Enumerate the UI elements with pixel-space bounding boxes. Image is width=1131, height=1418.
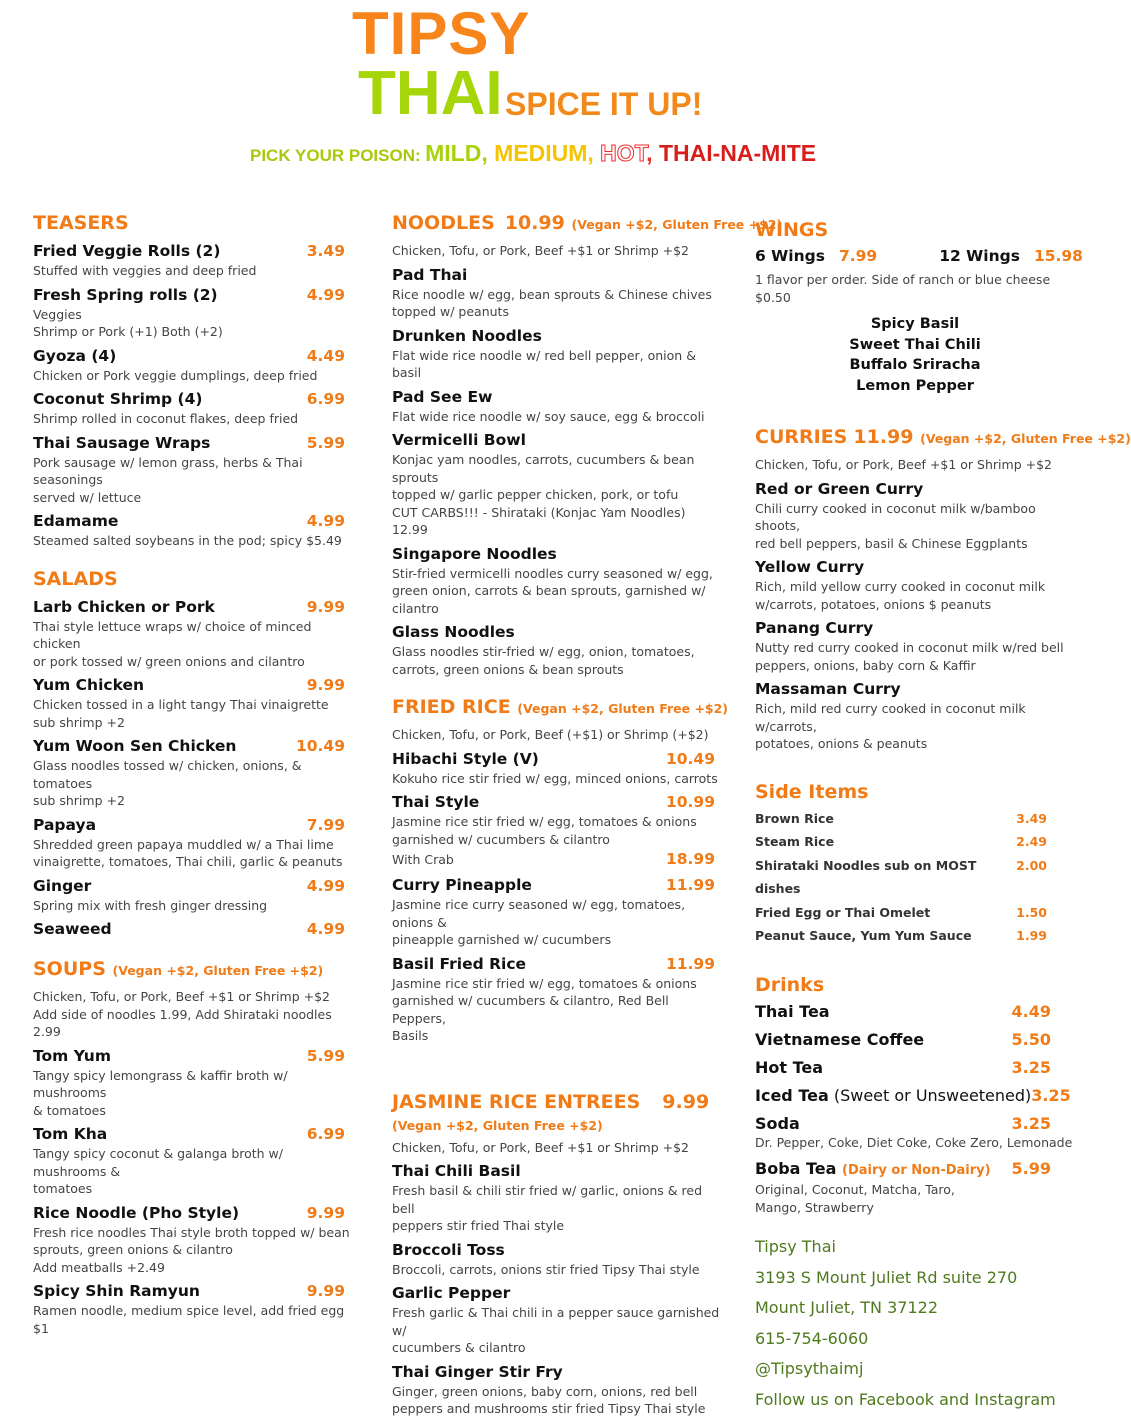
drink-name-text: Soda xyxy=(755,1113,800,1133)
contact-social: Follow us on Facebook and Instagram xyxy=(755,1389,1056,1409)
wings-12-label: 12 Wings xyxy=(939,247,1020,265)
menu-item xyxy=(392,1239,725,1279)
drink-name-text: Thai Tea xyxy=(755,1001,830,1021)
noodles-price: 10.99 xyxy=(504,212,565,234)
drink-price: 5.50 xyxy=(1011,1029,1051,1049)
menu-item-desc: Spring mix with fresh ginger dressing xyxy=(33,897,268,913)
menu-item xyxy=(33,1280,355,1337)
menu-item-row xyxy=(392,874,725,896)
menu-item-desc: Broccoli, carrots, onions stir fried Tipsy Thai style xyxy=(392,1261,700,1277)
drink-name xyxy=(755,1082,1031,1110)
menu-item-row xyxy=(392,1282,725,1304)
menu-item xyxy=(33,1123,355,1198)
menu-item-row xyxy=(33,674,355,696)
menu-item-desc: CUT CARBS!!! - Shirataki (Konjac Yam Noodles) 12.99 xyxy=(392,504,686,537)
menu-item-price: 7.99 xyxy=(306,815,345,834)
menu-item-row xyxy=(755,556,1075,578)
menu-item-name: Pad See Ew xyxy=(392,387,493,406)
curries-price: 11.99 xyxy=(853,426,914,448)
menu-item-row xyxy=(392,1239,725,1261)
menu-item-name: Yellow Curry xyxy=(755,558,865,576)
menu-item-row xyxy=(392,543,725,565)
menu-header xyxy=(0,0,1106,200)
menu-item xyxy=(33,735,355,810)
menu-item-desc: Basils xyxy=(392,1028,429,1043)
menu-item-desc: carrots, green onions & bean sprouts xyxy=(392,661,624,677)
menu-item-row xyxy=(33,1123,355,1145)
menu-item-row xyxy=(392,1361,725,1383)
menu-item-price: 4.99 xyxy=(306,512,345,530)
section-wings-title: WINGS xyxy=(755,219,829,241)
menu-item-name: Pad Thai xyxy=(392,265,468,284)
menu-item xyxy=(33,432,355,507)
menu-item-name: Fresh Spring rolls (2) xyxy=(33,285,218,304)
drink-name-text: Iced Tea xyxy=(755,1085,829,1105)
drink-item xyxy=(755,1082,1075,1110)
menu-item xyxy=(33,875,355,915)
pick-your-poison-label: PICK YOUR POISON: xyxy=(250,146,421,165)
menu-item-desc: Steamed salted soybeans in the pod; spicy $5.49 xyxy=(33,533,342,548)
menu-item xyxy=(33,918,355,940)
menu-item-name: Red or Green Curry xyxy=(755,479,924,498)
menu-item-desc: garnished w/ cucumbers & cilantro, Red Bell Peppers, xyxy=(392,993,669,1026)
menu-item-price: 4.99 xyxy=(306,876,345,895)
menu-item-row xyxy=(755,617,1075,639)
menu-item-row xyxy=(33,432,355,454)
menu-item-name: Tom Kha xyxy=(33,1125,108,1143)
contact-street: 3193 S Mount Juliet Rd suite 270 xyxy=(755,1267,1018,1287)
drink-name xyxy=(755,998,830,1026)
menu-item-name: Thai Chili Basil xyxy=(392,1162,521,1180)
menu-item-price: 3.49 xyxy=(306,242,345,260)
menu-item-desc: Tangy spicy coconut & galanga broth w/ mushrooms & xyxy=(33,1146,283,1179)
menu-item-price: 9.99 xyxy=(306,676,345,694)
noodles-note: (Vegan +$2, Gluten Free +$2) xyxy=(571,217,783,232)
menu-item-desc: Veggies xyxy=(33,306,82,322)
curries-title: CURRIES xyxy=(755,426,848,448)
menu-item-name: Garlic Pepper xyxy=(392,1284,511,1302)
jasmine-title: JASMINE RICE ENTREES xyxy=(392,1090,641,1113)
menu-item-desc: w/carrots, potatoes, onions $ peanuts xyxy=(755,596,992,612)
side-item-name: Peanut Sauce, Yum Yum Sauce xyxy=(755,928,972,943)
menu-item xyxy=(755,478,1075,553)
menu-item-desc: Nutty red curry cooked in coconut milk w/red bell xyxy=(755,640,1064,655)
side-item-name: Shirataki Noodles sub on MOST dishes xyxy=(755,857,977,896)
wings-6-label: 6 Wings xyxy=(755,247,825,265)
drink-item xyxy=(755,1026,1075,1054)
menu-item-row xyxy=(33,814,355,836)
menu-item xyxy=(392,874,725,949)
soups-intro-2: Add side of noodles 1.99, Add Shirataki noodles 2.99 xyxy=(33,1006,332,1039)
menu-item-row xyxy=(33,1202,355,1224)
menu-item-name: Drunken Noodles xyxy=(392,326,542,345)
menu-item-desc: Konjac yam noodles, carrots, cucumbers & bean sprouts xyxy=(392,452,695,485)
wings-prices xyxy=(755,245,1083,267)
menu-item xyxy=(392,791,725,870)
menu-item-price: 6.99 xyxy=(306,1125,345,1143)
menu-item-row xyxy=(755,678,1075,700)
section-sides-title: Side Items xyxy=(755,780,869,803)
spice-level-medium: MEDIUM xyxy=(494,140,588,166)
menu-item-row xyxy=(392,953,725,975)
menu-item-name: Seaweed xyxy=(33,920,112,938)
menu-item xyxy=(33,284,355,341)
jasmine-price: 9.99 xyxy=(662,1090,710,1113)
menu-item-desc: Kokuho rice stir fried w/ egg, minced onions, carrots xyxy=(392,770,718,786)
section-drinks-title: Drinks xyxy=(755,973,825,996)
menu-item-desc: Jasmine rice curry seasoned w/ egg, tomatoes, onions & xyxy=(392,897,686,930)
menu-item-option xyxy=(392,848,725,870)
menu-item-row xyxy=(33,875,355,897)
drink-name-text: Hot Tea xyxy=(755,1057,824,1077)
spice-level-thai-na-mite: THAI-NA-MITE xyxy=(658,140,817,166)
menu-item-name: Massaman Curry xyxy=(755,680,901,698)
contact-city: Mount Juliet, TN 37122 xyxy=(755,1298,938,1317)
menu-item xyxy=(392,386,725,426)
side-item-name: Steam Rice xyxy=(755,834,835,849)
menu-item-option-label: With Crab xyxy=(392,852,454,867)
menu-item-desc: & tomatoes xyxy=(33,1102,106,1118)
contact-phone: 615-754-6060 xyxy=(755,1328,869,1348)
menu-item-desc: Rich, mild yellow curry cooked in coconut milk xyxy=(755,579,1046,594)
menu-item xyxy=(392,1282,725,1357)
menu-item-desc: Fresh rice noodles Thai style broth topped w/ bean xyxy=(33,1224,350,1240)
menu-item-price: 11.99 xyxy=(665,954,715,973)
menu-item-row xyxy=(33,1045,355,1067)
drink-price: 3.25 xyxy=(1011,1113,1051,1133)
drink-price: 3.25 xyxy=(1011,1057,1051,1077)
menu-item-name: Broccoli Toss xyxy=(392,1240,505,1259)
menu-item-desc: or pork tossed w/ green onions and cilantro xyxy=(33,653,305,669)
fried-rice-note: (Vegan +$2, Gluten Free +$2) xyxy=(517,701,729,716)
menu-item-name: Yum Chicken xyxy=(33,676,145,694)
menu-item xyxy=(755,556,1075,613)
menu-item-desc: sub shrimp +2 xyxy=(33,714,125,730)
menu-item-row xyxy=(33,735,355,757)
menu-item-desc: vinaigrette, tomatoes, Thai chili, garlic & peanuts xyxy=(33,854,343,869)
menu-item-name: Larb Chicken or Pork xyxy=(33,597,215,616)
menu-item-name: Thai Style xyxy=(392,793,480,811)
menu-item-price: 9.99 xyxy=(306,1282,345,1300)
menu-item-price: 5.99 xyxy=(306,433,345,452)
menu-item xyxy=(392,1361,725,1418)
menu-item-desc: tomatoes xyxy=(33,1181,93,1196)
menu-item-row xyxy=(33,240,355,262)
menu-item-desc: Add meatballs +2.49 xyxy=(33,1259,165,1275)
wing-flavor: Sweet Thai Chili xyxy=(849,336,981,353)
side-item xyxy=(755,830,1075,854)
menu-item-name: Thai Sausage Wraps xyxy=(33,433,211,452)
menu-item-name: Rice Noodle (Pho Style) xyxy=(33,1203,240,1222)
menu-item-name: Thai Ginger Stir Fry xyxy=(392,1362,563,1381)
spice-level-mild: MILD xyxy=(425,140,482,166)
menu-item-desc: pineapple garnished w/ cucumbers xyxy=(392,932,612,947)
section-fried-rice-title xyxy=(392,694,729,722)
menu-item-row xyxy=(392,1160,725,1182)
section-curries-title xyxy=(755,424,1131,452)
side-item xyxy=(755,924,1075,948)
menu-item-desc: Fresh basil & chili stir fried w/ garlic, onions & red bell xyxy=(392,1183,703,1216)
menu-item-desc: Jasmine rice stir fried w/ egg, tomatoes & onions xyxy=(392,975,697,991)
menu-item-desc: Chicken or Pork veggie dumplings, deep fried xyxy=(33,367,318,383)
menu-item-desc: cucumbers & cilantro xyxy=(392,1340,526,1355)
drink-item xyxy=(755,1054,1075,1082)
menu-item xyxy=(755,678,1075,753)
menu-item xyxy=(392,621,725,678)
menu-item-name: Hibachi Style (V) xyxy=(392,749,539,768)
menu-item-desc: Ramen noodle, medium spice level, add fried egg $1 xyxy=(33,1303,345,1336)
drink-price: 3.25 xyxy=(1031,1085,1071,1105)
menu-item-desc: Chili curry cooked in coconut milk w/bamboo shoots, xyxy=(755,500,1036,533)
menu-item xyxy=(33,674,355,731)
side-item-price: 1.50 xyxy=(1016,904,1047,920)
menu-item-row xyxy=(33,345,355,367)
curries-note: (Vegan +$2, Gluten Free +$2) xyxy=(920,431,1131,446)
side-item-price: 3.49 xyxy=(1016,810,1047,826)
menu-item-row xyxy=(392,386,725,408)
section-teasers-title: TEASERS xyxy=(33,212,129,234)
menu-item-desc: Pork sausage w/ lemon grass, herbs & Thai seasonings xyxy=(33,454,303,487)
menu-item-row xyxy=(392,791,725,813)
menu-item-price: 10.99 xyxy=(665,793,715,811)
menu-item-row xyxy=(33,284,355,306)
drink-price: 4.49 xyxy=(1011,1001,1051,1021)
spice-level-hot: HOT xyxy=(600,140,647,166)
menu-item xyxy=(33,1045,355,1120)
menu-item-desc: Thai style lettuce wraps w/ choice of minced chicken xyxy=(33,618,312,651)
menu-item xyxy=(392,748,725,788)
menu-item-row xyxy=(33,388,355,410)
menu-item-desc: peppers, onions, baby corn & Kaffir xyxy=(755,657,976,673)
drink-name-text: Vietnamese Coffee xyxy=(755,1029,925,1049)
menu-item-name: Edamame xyxy=(33,512,119,530)
menu-item-name: Basil Fried Rice xyxy=(392,954,527,973)
contact-info xyxy=(755,1232,1075,1415)
wing-flavor: Spicy Basil xyxy=(870,316,960,332)
menu-item-option-price: 18.99 xyxy=(665,850,715,868)
fried-rice-title: FRIED RICE xyxy=(392,696,511,718)
menu-item-price: 10.49 xyxy=(665,749,715,768)
menu-item-row xyxy=(392,429,725,451)
menu-item-desc: Rich, mild red curry cooked in coconut milk w/carrots, xyxy=(755,701,1026,734)
noodles-title: NOODLES xyxy=(392,212,495,234)
menu-item-desc: Jasmine rice stir fried w/ egg, tomatoes & onions xyxy=(392,814,697,829)
menu-item xyxy=(33,345,355,385)
menu-item-desc: Glass noodles tossed w/ chicken, onions, & tomatoes xyxy=(33,758,302,791)
menu-item-row xyxy=(392,264,725,286)
curries-intro: Chicken, Tofu, or Pork, Beef +$1 or Shrimp +$2 xyxy=(755,457,1052,472)
menu-item-desc: red bell peppers, basil & Chinese Eggplants xyxy=(755,535,1028,551)
side-item-name: Fried Egg or Thai Omelet xyxy=(755,904,931,920)
menu-item-name: Panang Curry xyxy=(755,619,874,637)
menu-item-desc: garnished w/ cucumbers & cilantro xyxy=(392,831,610,847)
menu-item xyxy=(33,814,355,871)
jasmine-note: (Vegan +$2, Gluten Free +$2) xyxy=(392,1117,603,1133)
column-right xyxy=(755,217,1131,1415)
menu-item-desc: Flat wide rice noodle w/ red bell pepper, onion & basil xyxy=(392,347,696,380)
menu-item xyxy=(33,240,355,280)
menu-item xyxy=(392,264,725,321)
boba-desc-1: Original, Coconut, Matcha, Taro, xyxy=(755,1182,955,1197)
menu-item-row xyxy=(33,596,355,618)
section-noodles-title xyxy=(392,210,783,238)
menu-item xyxy=(33,596,355,671)
side-item xyxy=(755,854,1075,901)
contact-name: Tipsy Thai xyxy=(755,1237,836,1256)
menu-item-row xyxy=(755,478,1075,500)
menu-item-desc: cilantro xyxy=(392,600,439,616)
menu-item xyxy=(755,617,1075,674)
menu-item-name: Tom Yum xyxy=(33,1046,111,1065)
wings-6-price: 7.99 xyxy=(838,247,878,265)
soups-title: SOUPS xyxy=(33,958,106,980)
drink-name xyxy=(755,1026,924,1054)
jasmine-intro: Chicken, Tofu, or Pork, Beef +$1 or Shrimp +$2 xyxy=(392,1139,689,1155)
side-item-name: Brown Rice xyxy=(755,810,834,826)
menu-item-desc: peppers and mushrooms stir fried Tipsy Thai style xyxy=(392,1401,706,1416)
menu-item xyxy=(392,429,725,539)
boba-price: 5.99 xyxy=(1011,1159,1051,1178)
menu-item-desc: Tangy spicy lemongrass & kaffir broth w/ mushrooms xyxy=(33,1067,288,1100)
menu-item-price: 9.99 xyxy=(306,1203,345,1222)
menu-item-price: 4.99 xyxy=(306,285,345,304)
menu-item-row xyxy=(33,918,355,940)
contact-handle: @Tipsythaimj xyxy=(755,1359,864,1378)
menu-item-row xyxy=(33,1280,355,1302)
menu-item-name: Gyoza (4) xyxy=(33,346,117,365)
menu-item-desc: Ginger, green onions, baby corn, onions, red bell xyxy=(392,1383,698,1399)
tagline: SPICE IT UP! xyxy=(505,86,703,122)
menu-item-name: Coconut Shrimp (4) xyxy=(33,390,203,408)
fried-rice-intro: Chicken, Tofu, or Pork, Beef (+$1) or Shrimp (+$2) xyxy=(392,727,709,742)
menu-item xyxy=(392,325,725,382)
boba-note: (Dairy or Non-Dairy) xyxy=(842,1163,991,1178)
menu-item-desc: sub shrimp +2 xyxy=(33,793,125,808)
menu-item-price: 11.99 xyxy=(665,876,715,894)
wings-12-price: 15.98 xyxy=(1033,247,1083,265)
menu-item-desc: served w/ lettuce xyxy=(33,489,142,505)
menu-item-name: Glass Noodles xyxy=(392,623,515,641)
spice-levels: PICK YOUR POISON: MILD, MEDIUM, HOT, THAI-NA-MITE xyxy=(250,140,817,166)
drink-name xyxy=(755,1054,823,1082)
menu-item-name: Fried Veggie Rolls (2) xyxy=(33,242,221,260)
menu-item-name: Yum Woon Sen Chicken xyxy=(33,737,237,755)
drink-item xyxy=(755,998,1075,1026)
menu-item-price: 9.99 xyxy=(306,597,345,616)
brand-tipsy: TIPSY xyxy=(352,0,531,67)
menu-item-desc: peppers stir fried Thai style xyxy=(392,1218,565,1233)
drink-desc: Dr. Pepper, Coke, Diet Coke, Coke Zero, Lemonade xyxy=(755,1134,1073,1150)
menu-item-desc: Shrimp or Pork (+1) Both (+2) xyxy=(33,324,223,339)
wing-flavor: Lemon Pepper xyxy=(856,377,974,394)
boba-desc-2: Mango, Strawberry xyxy=(755,1199,874,1215)
menu-item-row xyxy=(392,748,725,770)
menu-item-name: Spicy Shin Ramyun xyxy=(33,1282,200,1300)
noodles-intro: Chicken, Tofu, or Pork, Beef +$1 or Shrimp +$2 xyxy=(392,243,689,258)
wing-flavor: Buffalo Sriracha xyxy=(849,357,981,373)
wing-flavors xyxy=(755,314,1075,396)
menu-item xyxy=(392,543,725,618)
drink-name-extra: (Sweet or Unsweetened) xyxy=(828,1085,1032,1105)
menu-item xyxy=(33,510,355,550)
menu-item-desc: Glass noodles stir-fried w/ egg, onion, tomatoes, xyxy=(392,644,695,659)
menu-item-name: Singapore Noodles xyxy=(392,544,557,563)
menu-item-desc: topped w/ garlic pepper chicken, pork, or tofu xyxy=(392,487,679,502)
side-item-price: 2.00 xyxy=(1016,857,1047,873)
menu-item-price: 10.49 xyxy=(295,737,345,755)
side-item xyxy=(755,807,1075,831)
menu-item-desc: Rice noodle w/ egg, bean sprouts & Chinese chives xyxy=(392,286,712,302)
column-left xyxy=(33,210,355,1337)
menu-item-desc: green onion, carrots & bean sprouts, garnished w/ xyxy=(392,583,706,598)
brand-thai: THAI xyxy=(358,59,503,128)
section-jasmine-title xyxy=(392,1089,725,1115)
menu-item-desc: topped w/ peanuts xyxy=(392,304,509,319)
boba-name: Boba Tea xyxy=(755,1159,837,1178)
menu-item-price: 5.99 xyxy=(306,1046,345,1065)
menu-item-desc: Flat wide rice noodle w/ soy sauce, egg & broccoli xyxy=(392,408,705,424)
menu-item-desc: Shrimp rolled in coconut flakes, deep fried xyxy=(33,411,299,426)
menu-item-row xyxy=(392,325,725,347)
menu-item-desc: Chicken tossed in a light tangy Thai vinaigrette xyxy=(33,697,329,712)
menu-item-name: Curry Pineapple xyxy=(392,876,532,894)
menu-item xyxy=(33,1202,355,1277)
menu-item-row xyxy=(392,621,725,643)
menu-item-row xyxy=(33,510,355,532)
menu-item-desc: Shredded green papaya muddled w/ a Thai lime xyxy=(33,836,334,852)
menu-item-desc: sprouts, green onions & cilantro xyxy=(33,1242,233,1257)
side-item xyxy=(755,901,1075,925)
menu-item-desc: Fresh garlic & Thai chili in a pepper sauce garnished w/ xyxy=(392,1305,720,1338)
menu-item-name: Papaya xyxy=(33,815,97,834)
side-item-price: 2.49 xyxy=(1016,834,1047,849)
menu-item xyxy=(392,953,725,1045)
menu-item xyxy=(392,1160,725,1235)
menu-item-name: Ginger xyxy=(33,876,92,895)
menu-item-name: Vermicelli Bowl xyxy=(392,431,526,449)
side-item-price: 1.99 xyxy=(1016,928,1047,943)
menu-item-desc: Stuffed with veggies and deep fried xyxy=(33,263,257,278)
menu-item-price: 6.99 xyxy=(306,390,345,408)
menu-item-price: 4.99 xyxy=(306,920,345,938)
soups-note: (Vegan +$2, Gluten Free +$2) xyxy=(112,963,324,978)
menu-item xyxy=(33,388,355,428)
section-salads-title: SALADS xyxy=(33,567,118,590)
soups-intro-1: Chicken, Tofu, or Pork, Beef +$1 or Shrimp +$2 xyxy=(33,989,330,1004)
wings-desc: 1 flavor per order. Side of ranch or blue cheese $0.50 xyxy=(755,272,1051,305)
menu-item-price: 4.49 xyxy=(306,346,345,365)
menu-item-desc: potatoes, onions & peanuts xyxy=(755,736,928,751)
menu-item-desc: Stir-fried vermicelli noodles curry seasoned w/ egg, xyxy=(392,565,713,581)
section-soups-title xyxy=(33,956,355,984)
